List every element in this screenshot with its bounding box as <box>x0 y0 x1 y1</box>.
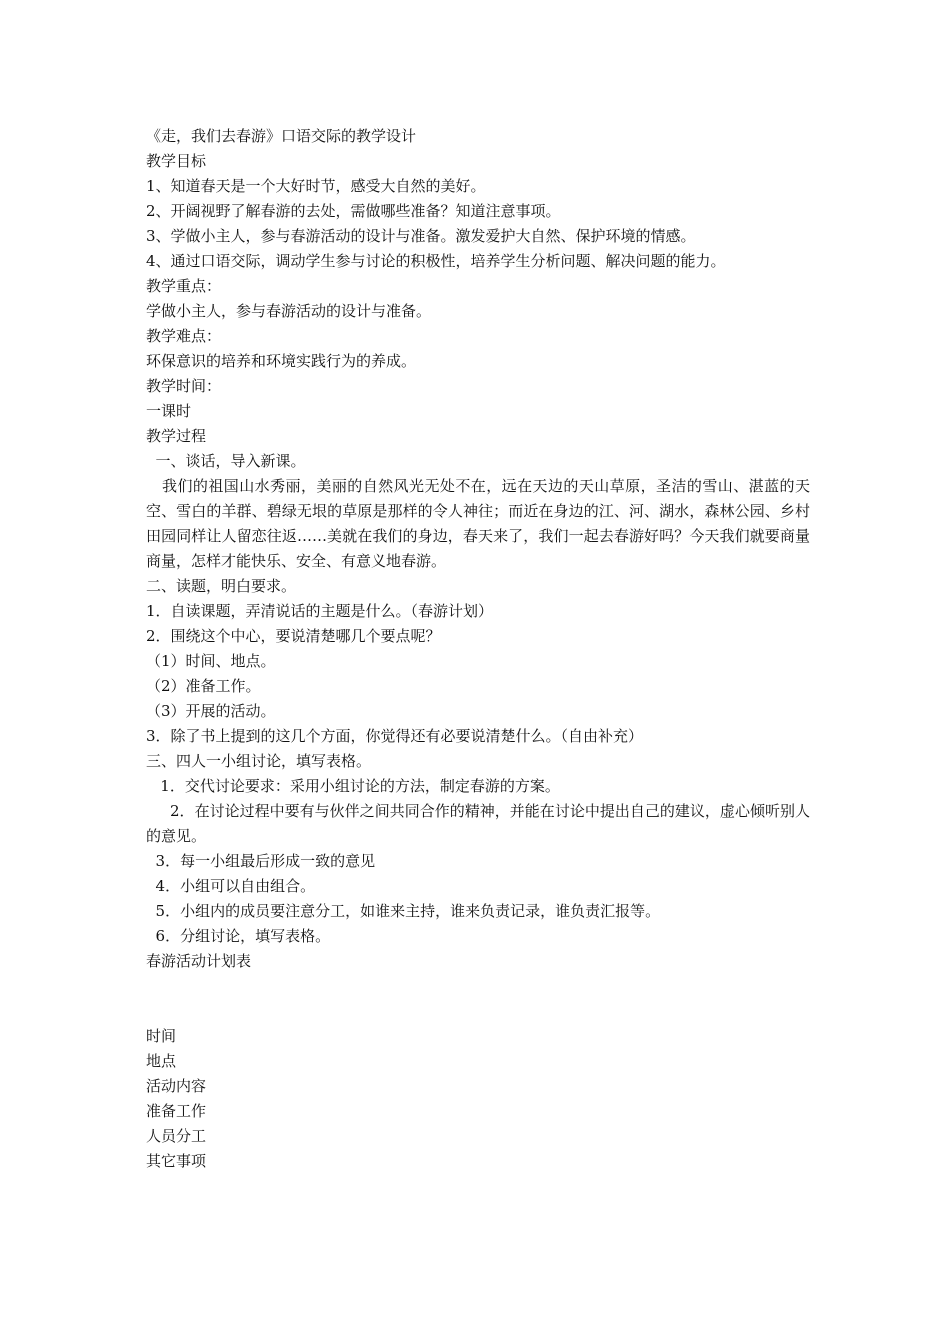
goal-item: 4、通过口语交际，调动学生参与讨论的积极性，培养学生分析问题、解决问题的能力。 <box>146 252 726 270</box>
goal-item: 1、知道春天是一个大好时节，感受大自然的美好。 <box>146 177 486 195</box>
table-row-label: 活动内容 <box>146 1077 207 1095</box>
step3-item-paragraph: 2．在讨论过程中要有与伙伴之间共同合作的精神，并能在讨论中提出自己的建议，虚心倾听别人的意见。 <box>146 802 810 845</box>
goal-item: 3、学做小主人，参与春游活动的设计与准备。激发爱护大自然、保护环境的情感。 <box>146 227 696 245</box>
document-title: 《走，我们去春游》口语交际的教学设计 <box>146 127 417 145</box>
table-row-label: 准备工作 <box>146 1102 207 1120</box>
key-text: 学做小主人，参与春游活动的设计与准备。 <box>146 302 432 320</box>
table-title: 春游活动计划表 <box>146 952 252 970</box>
goals-heading: 教学目标 <box>146 152 207 170</box>
step2-item: 3．除了书上提到的这几个方面，你觉得还有必要说清楚什么。（自由补充） <box>146 727 644 745</box>
time-text: 一课时 <box>146 402 192 420</box>
step2-heading: 二、读题，明白要求。 <box>146 577 297 595</box>
table-row-label: 人员分工 <box>146 1127 207 1145</box>
step2-item: （3）开展的活动。 <box>146 702 276 720</box>
step2-item: （1）时间、地点。 <box>146 652 276 670</box>
table-row-label: 地点 <box>146 1052 177 1070</box>
step3-item: 6．分组讨论，填写表格。 <box>146 927 331 945</box>
step1-paragraph: 我们的祖国山水秀丽，美丽的自然风光无处不在，远在天边的天山草原，圣洁的雪山、湛蓝的天空、雪白的羊群、碧绿无垠的草原是那样的令人神往；而近在身边的江、河、湖水，森林公园、乡村田园同样让人留恋往返……美就在我们的身边，春天来了，我们一起去春游好吗？今天我们就要商量商量，怎样才能快乐、安全、有意义地春游。 <box>146 477 810 570</box>
table-row-label: 其它事项 <box>146 1152 207 1170</box>
time-heading: 教学时间： <box>146 377 222 395</box>
step3-item: 4．小组可以自由组合。 <box>146 877 316 895</box>
process-heading: 教学过程 <box>146 427 207 445</box>
step2-item: （2）准备工作。 <box>146 677 261 695</box>
step3-heading: 三、四人一小组讨论，填写表格。 <box>146 752 372 770</box>
goal-item: 2、开阔视野了解春游的去处，需做哪些准备？知道注意事项。 <box>146 202 561 220</box>
step3-item: 1．交代讨论要求：采用小组讨论的方法，制定春游的方案。 <box>146 777 560 795</box>
step3-item: 5．小组内的成员要注意分工，如谁来主持，谁来负责记录，谁负责汇报等。 <box>146 902 661 920</box>
document-page <box>146 124 810 1174</box>
table-row-label: 时间 <box>146 1027 177 1045</box>
blank-space <box>146 974 810 1024</box>
step2-item: 1．自读课题，弄清说话的主题是什么。（春游计划） <box>146 602 494 620</box>
difficulty-text: 环保意识的培养和环境实践行为的养成。 <box>146 352 417 370</box>
difficulty-heading: 教学难点： <box>146 327 222 345</box>
step2-item: 2．围绕这个中心，要说清楚哪几个要点呢？ <box>146 627 441 645</box>
key-heading: 教学重点： <box>146 277 222 295</box>
step3-item: 3．每一小组最后形成一致的意见 <box>146 852 376 870</box>
step1-heading: 一、谈话，导入新课。 <box>146 452 306 470</box>
